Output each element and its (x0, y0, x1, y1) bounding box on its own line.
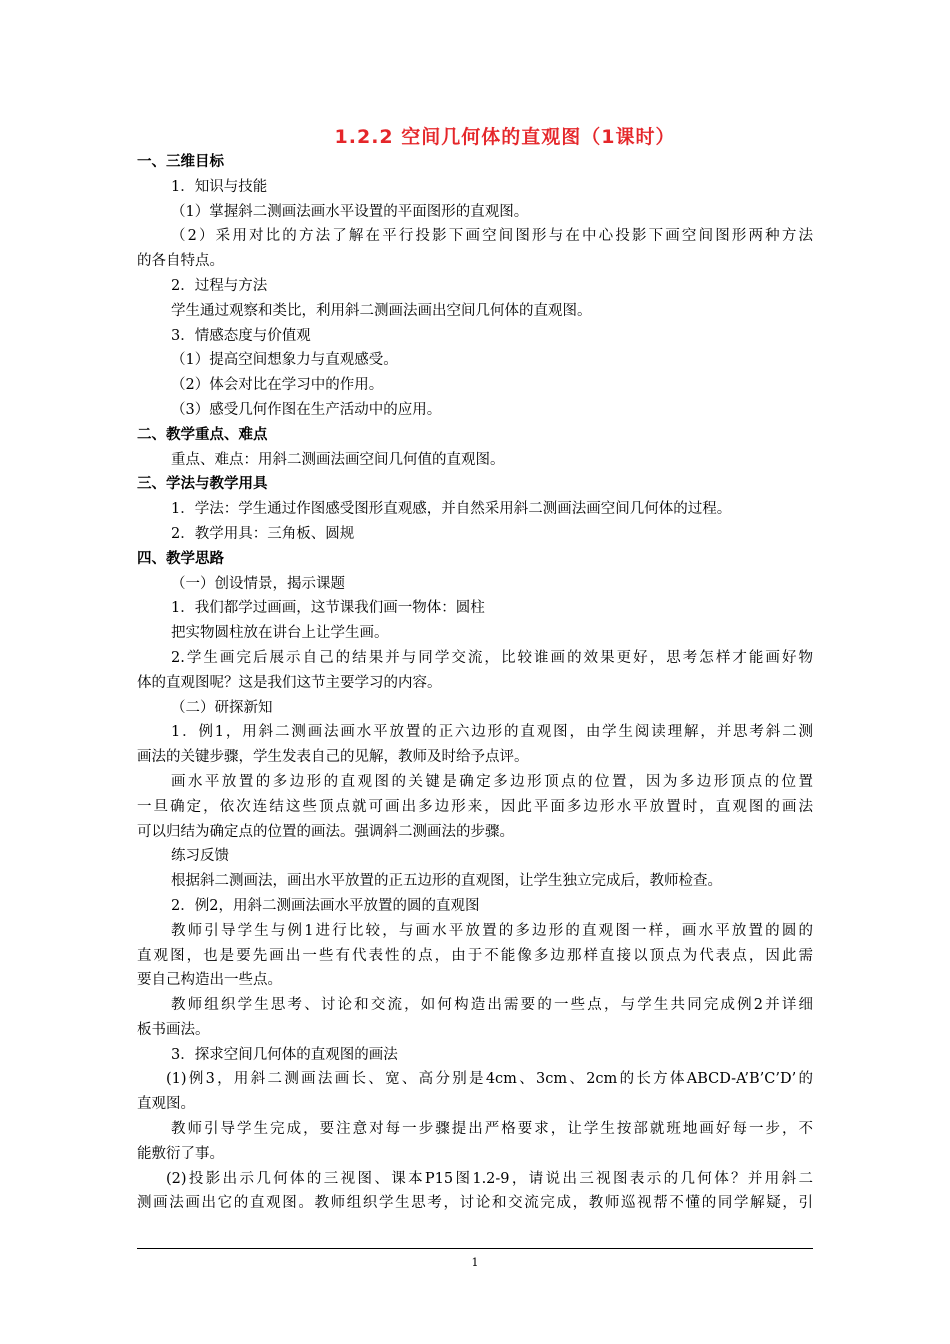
text-line: 学生通过观察和类比，利用斜二测画法画出空间几何体的直观图。 (171, 302, 592, 319)
text-line: (1)例3，用斜二测画法画长、宽、高分别是4cm、3cm、2cm的长方体ABCD-A’B’C’D’的 (166, 1071, 813, 1088)
text-line: 3．情感态度与价值观 (171, 327, 311, 344)
text-line: 1．学法：学生通过作图感受图形直观感，并自然采用斜二测画法画空间几何体的过程。 (171, 501, 732, 518)
text-line: 1．知识与技能 (171, 178, 268, 195)
text-line: 要自己构造出一些点。 (137, 972, 282, 989)
page-number: 1 (471, 1256, 479, 1269)
text-line: （2）采用对比的方法了解在平行投影下画空间图形与在中心投影下画空间图形两种方法 (171, 228, 813, 245)
text-line: 教师组织学生思考、讨论和交流，如何构造出需要的一些点，与学生共同完成例2并详细 (171, 997, 813, 1014)
text-line: 画法的关键步骤，学生发表自己的见解，教师及时给予点评。 (137, 749, 529, 766)
section-heading: 四、教学思路 (137, 550, 224, 567)
text-line: （1）提高空间想象力与直观感受。 (171, 352, 398, 369)
text-line: （一）创设情景，揭示课题 (171, 575, 345, 592)
text-line: 画水平放置的多边形的直观图的关键是确定多边形顶点的位置，因为多边形顶点的位置 (171, 773, 813, 790)
document-title: 1.2.2 空间几何体的直观图（1课时） (334, 126, 676, 148)
document-body (137, 150, 813, 1216)
text-line: （3）感受几何作图在生产活动中的应用。 (171, 401, 442, 418)
text-line: 能敷衍了事。 (137, 1145, 224, 1162)
text-line: 测画法画出它的直观图。教师组织学生思考，讨论和交流完成，教师巡视帮不懂的同学解疑，引 (137, 1195, 813, 1212)
text-line: 2.学生画完后展示自己的结果并与同学交流，比较谁画的效果更好，思考怎样才能画好物 (171, 649, 813, 666)
text-line: （二）研探新知 (171, 699, 273, 716)
text-line: 教师引导学生与例1进行比较，与画水平放置的多边形的直观图一样，画水平放置的圆的 (171, 922, 813, 939)
text-line: 2．过程与方法 (171, 277, 268, 294)
text-line: 根据斜二测画法，画出水平放置的正五边形的直观图，让学生独立完成后，教师检查。 (171, 873, 722, 890)
footer-divider (137, 1248, 813, 1249)
text-line: 教师引导学生完成，要注意对每一步骤提出严格要求，让学生按部就班地画好每一步，不 (171, 1121, 813, 1138)
text-line: 直观图，也是要先画出一些有代表性的点，由于不能像多边那样直接以顶点为代表点，因此需 (137, 947, 813, 964)
text-line: 3．探求空间几何体的直观图的画法 (171, 1046, 398, 1063)
section-heading: 三、学法与教学用具 (137, 476, 268, 493)
text-line: 板书画法。 (137, 1021, 210, 1038)
text-line: （1）掌握斜二测画法画水平设置的平面图形的直观图。 (171, 203, 529, 220)
text-line: 可以归结为确定点的位置的画法。强调斜二测画法的步骤。 (137, 823, 514, 840)
text-line: 直观图。 (137, 1096, 195, 1113)
section-heading: 一、三维目标 (137, 154, 224, 170)
section-heading: 二、教学重点、难点 (137, 426, 268, 443)
text-line: (2)投影出示几何体的三视图、课本P15图1.2-9，请说出三视图表示的几何体？并用斜二 (166, 1170, 813, 1187)
text-line: 重点、难点：用斜二测画法画空间几何值的直观图。 (171, 451, 505, 468)
text-line: 一旦确定，依次连结这些顶点就可画出多边形来，因此平面多边形水平放置时，直观图的画法 (137, 798, 813, 815)
text-line: 1．例1，用斜二测画法画水平放置的正六边形的直观图，由学生阅读理解，并思考斜二测 (171, 724, 813, 741)
text-line: 体的直观图呢？这是我们这节主要学习的内容。 (137, 674, 442, 691)
text-line: 的各自特点。 (137, 253, 224, 270)
text-line: 2．教学用具：三角板、圆规 (171, 525, 355, 542)
text-line: 1．我们都学过画画，这节课我们画一物体：圆柱 (171, 600, 485, 617)
text-line: 把实物圆柱放在讲台上让学生画。 (171, 625, 389, 642)
text-line: 练习反馈 (171, 848, 229, 865)
text-line: 2．例2，用斜二测画法画水平放置的圆的直观图 (171, 897, 480, 914)
text-line: （2）体会对比在学习中的作用。 (171, 377, 384, 394)
